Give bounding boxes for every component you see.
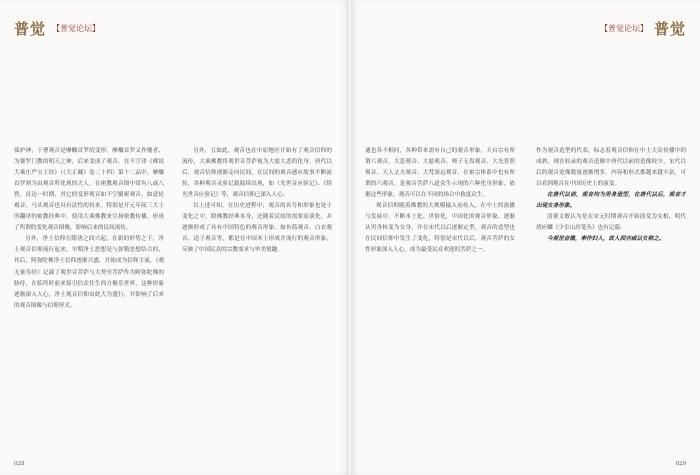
paragraph: 清董文敏认为是在宋元时期观音开始演变为女相，明代胡应麟《少室山房笔丛》也有记载： xyxy=(536,214,686,232)
right-page xyxy=(351,0,700,475)
paragraph: 作为观音造型的代表，标志着观音信仰在中土大众传播中的成熟，现在收录的观音造像中唐代以前的造像较少，宋代以后的观音造像数量逐渐增多，内容和形式都越来越丰富，可以看到观音在中国历史上的演变。 xyxy=(536,148,686,188)
column-tag: 【普觉论坛】 xyxy=(599,24,648,33)
quote: 在唐代以前，观音均为男身造型，在唐代以后，观音才出现女身形象。 xyxy=(536,192,686,210)
paragraph: 通也各不相同，各种带来需有自己的观音形象，天台宗有所谓六观音，大悲观音、大慈观音、师子无畏观音、大光普照观音、天人丈夫观音、大梵深远观音，在密宗体系中也有所谓的六观音，是观音菩萨八道众生示现的六种化身形象，依据这些形象，观音可以在不同的场合中救度众生。 xyxy=(365,148,515,199)
paragraph: 另外，净土信仰在隋唐之间兴起，在新的形势之下，净土观音信仰流行起来，早期净土思想是与弥勒思想结合的，其后，阿弥陀佛净土信仰逐渐兴盛，开始成为信仰主流，《观无量寿经》记载了观世音菩萨与大势至菩萨作为阿弥陀佛的胁侍，在临终时前来接引信众往生西方极乐世界，这种形象逐渐深入人心，净土观音信仰由此大为盛行，并影响了后来的观音图像与信仰形式。 xyxy=(14,236,164,309)
right-header xyxy=(600,18,686,39)
text-column-4 xyxy=(536,146,686,456)
text-column-3 xyxy=(365,146,515,458)
left-header xyxy=(14,18,100,39)
logo: 普觉 xyxy=(653,20,686,38)
paragraph: 另外，五如此，观音也在中原地区开始有了观音信仰的流传，大乘佛教将观世音菩萨视为大慈大悲的化身，唐代以后，观音信仰逐渐走向民间，在民间的观音感应故事不断流传，各种观音灵验记载陆续出现，如《光世音应验记》、《续光世音应验记》等，观音信仰已深入人心。 xyxy=(182,148,332,199)
text-column-2 xyxy=(182,146,332,456)
paragraph: 观音信仰随着佛教的大规模输入而传入，在中土的流播与发展中，不断本土化、世俗化，中国化的观音形象，逐渐从男身转变为女身，并在宋代以后逐渐定型，观音的造型也在民间信仰中发生了变化，特别是宋代以后，观音菩萨的女性形象深入人心，成为最受民众欢迎的菩萨之一。 xyxy=(365,203,515,254)
page-number-right: 029 xyxy=(675,461,686,467)
paragraph: 以上述可知，在历史进程中，观音的名号和形象也处于变化之中，除佛教经典本身，还随着民间的需要而演化，并逐渐形成了具有中国特色的观音形象，如鱼篮观音、白衣观音、送子观音等，都是在中国本土形成并流行的观音形象，反映了中国民众的宗教需求与审美情趣。 xyxy=(182,203,332,254)
logo: 普觉 xyxy=(14,20,47,38)
text-column-1 xyxy=(14,146,164,458)
paragraph: 保护神，于曹观音是摩醯首罗的变形，摩醯首罗又作魔者、为婆罗门教的明天之神，后来变成了观音，在不空译《佛说大乘庄严宝王经》（《大正藏》卷二十四）第十二品中，摩醯首罗则为由观音所化现的天人。在密教观音图中常有八或八臂，首达一时期，其它的变形观音如不空羂索观音、如意轮观音、马头观音也具有法性的持来。特别是开元年间三大士所翻译的密教经典中，使用大乘佛教来宣扬密教传播，形成了所谓的变化观音图像，影响后来的民间流传。 xyxy=(14,148,164,232)
page-number-left: 028 xyxy=(14,461,25,467)
quote: 今观世音像，率作妇人，故人间亦咸以女称之。 xyxy=(547,236,665,243)
left-page xyxy=(0,0,349,475)
column-tag: 【普觉论坛】 xyxy=(52,24,101,33)
